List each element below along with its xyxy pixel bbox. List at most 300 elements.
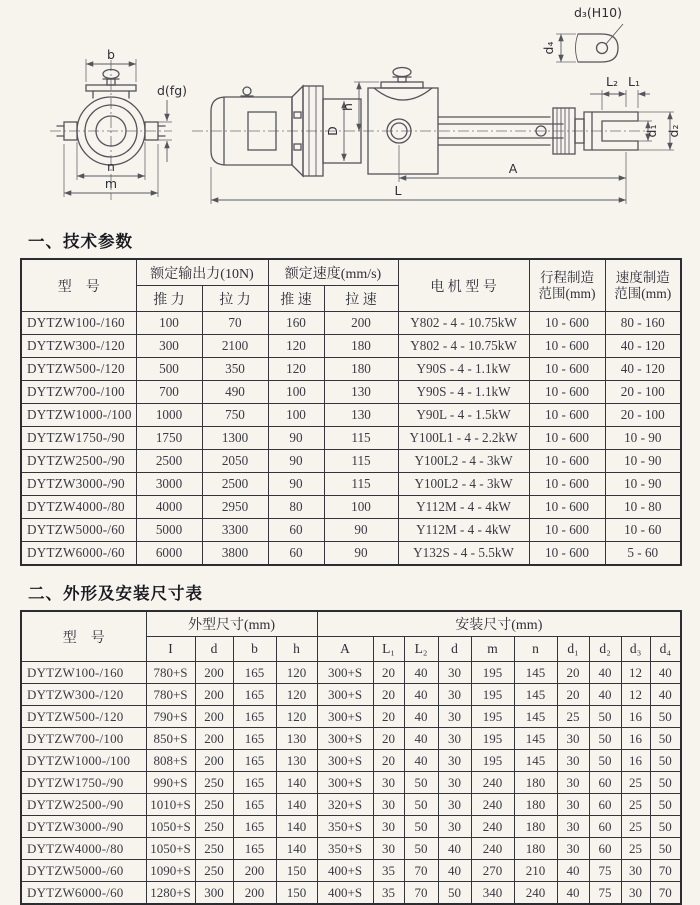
value-cell: 195 — [471, 662, 514, 684]
value-cell: 10 - 600 — [529, 473, 605, 496]
value-cell: 150 — [276, 882, 317, 905]
dim-label-d2: d₂ — [666, 124, 681, 138]
value-cell: 150 — [276, 860, 317, 882]
value-cell: 300+S — [317, 684, 373, 706]
value-cell: Y802 - 4 - 10.75kW — [398, 312, 529, 335]
model-cell: DYTZW3000-/90 — [21, 816, 146, 838]
value-cell: 270 — [471, 860, 514, 882]
value-cell: Y112M - 4 - 4kW — [398, 519, 529, 542]
table-row — [21, 381, 681, 404]
value-cell: 240 — [514, 882, 557, 905]
value-cell: Y100L2 - 4 - 3kW — [398, 473, 529, 496]
header-install-dimensions: 安装尺寸(mm) — [317, 611, 681, 637]
value-cell: 780+S — [146, 684, 195, 706]
value-cell: 240 — [471, 772, 514, 794]
table-row — [21, 728, 681, 750]
value-cell: 50 — [438, 882, 471, 905]
header-col-h: h — [276, 637, 317, 662]
value-cell: 10 - 60 — [605, 519, 681, 542]
value-cell: 240 — [471, 794, 514, 816]
value-cell: Y112M - 4 - 4kW — [398, 496, 529, 519]
value-cell: 90 — [268, 427, 324, 450]
dim-label-dfg: d(fg) — [157, 83, 188, 98]
value-cell: 300+S — [317, 728, 373, 750]
model-cell: DYTZW6000-/60 — [21, 542, 136, 566]
value-cell: 250 — [195, 816, 233, 838]
value-cell: 25 — [621, 838, 650, 860]
model-cell: DYTZW2500-/90 — [21, 450, 136, 473]
value-cell: 90 — [324, 519, 398, 542]
value-cell: 340 — [471, 882, 514, 905]
value-cell: 165 — [233, 794, 276, 816]
table-row — [21, 816, 681, 838]
value-cell: 320+S — [317, 794, 373, 816]
value-cell: 90 — [324, 542, 398, 566]
value-cell: 200 — [195, 684, 233, 706]
value-cell: 195 — [471, 728, 514, 750]
value-cell: 250 — [195, 860, 233, 882]
value-cell: 10 - 600 — [529, 427, 605, 450]
value-cell: 250 — [195, 772, 233, 794]
value-cell: 180 — [324, 358, 398, 381]
value-cell: 130 — [276, 728, 317, 750]
value-cell: 5000 — [136, 519, 202, 542]
value-cell: 10 - 600 — [529, 450, 605, 473]
value-cell: 70 — [202, 312, 268, 335]
value-cell: 10 - 600 — [529, 312, 605, 335]
value-cell: 180 — [514, 772, 557, 794]
value-cell: 30 — [438, 706, 471, 728]
value-cell: 70 — [650, 882, 681, 905]
value-cell: 30 — [621, 882, 650, 905]
value-cell: 12 — [621, 684, 650, 706]
value-cell: 200 — [195, 750, 233, 772]
value-cell: 1010+S — [146, 794, 195, 816]
header-stroke-range-line2: 范围(mm) — [538, 285, 596, 301]
value-cell: 1300 — [202, 427, 268, 450]
value-cell: 2950 — [202, 496, 268, 519]
value-cell: 60 — [589, 794, 621, 816]
technical-drawing — [0, 0, 700, 222]
header-col-L1: L₁ — [373, 637, 404, 662]
value-cell: 200 — [195, 706, 233, 728]
value-cell: 990+S — [146, 772, 195, 794]
value-cell: 70 — [404, 882, 438, 905]
value-cell: 6000 — [136, 542, 202, 566]
value-cell: 20 — [373, 662, 404, 684]
value-cell: 140 — [276, 794, 317, 816]
value-cell: 40 — [589, 662, 621, 684]
value-cell: 100 — [324, 496, 398, 519]
value-cell: 60 — [589, 816, 621, 838]
value-cell: 750 — [202, 404, 268, 427]
table2-header — [21, 611, 681, 662]
value-cell: 780+S — [146, 662, 195, 684]
value-cell: 60 — [268, 519, 324, 542]
value-cell: 140 — [276, 772, 317, 794]
value-cell: 40 — [557, 860, 589, 882]
value-cell: 10 - 600 — [529, 542, 605, 566]
value-cell: 200 — [195, 662, 233, 684]
value-cell: 50 — [589, 728, 621, 750]
dim-label-d3: d₃(H10) — [573, 5, 623, 20]
value-cell: 165 — [233, 838, 276, 860]
model-cell: DYTZW6000-/60 — [21, 882, 146, 905]
value-cell: 30 — [373, 816, 404, 838]
dim-label-h: h — [340, 103, 355, 111]
value-cell: 16 — [621, 706, 650, 728]
header-col-d: d — [195, 637, 233, 662]
value-cell: 1280+S — [146, 882, 195, 905]
header-col-d-install: d — [438, 637, 471, 662]
value-cell: 195 — [471, 706, 514, 728]
value-cell: 165 — [233, 728, 276, 750]
header-speed-range-line2: 范围(mm) — [614, 285, 672, 301]
dim-label-A: A — [508, 161, 518, 176]
value-cell: 60 — [268, 542, 324, 566]
value-cell: 180 — [514, 794, 557, 816]
model-cell: DYTZW1750-/90 — [21, 427, 136, 450]
header-push-speed: 推 速 — [268, 286, 324, 312]
value-cell: 40 — [589, 684, 621, 706]
value-cell: Y100L1 - 4 - 2.2kW — [398, 427, 529, 450]
value-cell: 160 — [268, 312, 324, 335]
value-cell: 850+S — [146, 728, 195, 750]
value-cell: 300+S — [317, 706, 373, 728]
table-row — [21, 750, 681, 772]
dim-label-L1: L₁ — [628, 74, 640, 89]
model-cell: DYTZW4000-/80 — [21, 496, 136, 519]
value-cell: 75 — [589, 860, 621, 882]
value-cell: 120 — [276, 706, 317, 728]
value-cell: 20 - 100 — [605, 381, 681, 404]
header-col-b: b — [233, 637, 276, 662]
model-cell: DYTZW2500-/90 — [21, 794, 146, 816]
value-cell: 16 — [621, 728, 650, 750]
header-col-L2: L₂ — [404, 637, 438, 662]
header-speed-range — [605, 259, 681, 312]
value-cell: 10 - 600 — [529, 358, 605, 381]
header-stroke-range-line1: 行程制造 — [540, 270, 595, 286]
value-cell: 30 — [557, 772, 589, 794]
value-cell: 180 — [514, 838, 557, 860]
value-cell: 145 — [514, 750, 557, 772]
model-cell: DYTZW5000-/60 — [21, 519, 136, 542]
value-cell: 140 — [276, 838, 317, 860]
value-cell: 30 — [438, 794, 471, 816]
dim-label-n: n — [107, 159, 115, 174]
header-rated-output: 额定输出力(10N) — [136, 259, 268, 286]
value-cell: 250 — [195, 838, 233, 860]
model-cell: DYTZW500-/120 — [21, 706, 146, 728]
header-pull-speed: 拉 速 — [324, 286, 398, 312]
value-cell: 120 — [276, 684, 317, 706]
value-cell: 240 — [471, 838, 514, 860]
value-cell: Y90S - 4 - 1.1kW — [398, 381, 529, 404]
value-cell: 3000 — [136, 473, 202, 496]
value-cell: 115 — [324, 473, 398, 496]
table-row — [21, 794, 681, 816]
value-cell: 4000 — [136, 496, 202, 519]
dim-label-d4: d₄ — [541, 41, 556, 55]
value-cell: 50 — [650, 750, 681, 772]
value-cell: 100 — [268, 381, 324, 404]
value-cell: 40 — [404, 750, 438, 772]
model-cell: DYTZW100-/160 — [21, 312, 136, 335]
value-cell: 10 - 600 — [529, 496, 605, 519]
value-cell: 80 - 160 — [605, 312, 681, 335]
model-cell: DYTZW1000-/100 — [21, 404, 136, 427]
value-cell: 40 — [404, 728, 438, 750]
value-cell: 100 — [136, 312, 202, 335]
value-cell: 50 — [404, 816, 438, 838]
value-cell: 25 — [557, 706, 589, 728]
value-cell: 1000 — [136, 404, 202, 427]
value-cell: 40 — [557, 882, 589, 905]
value-cell: 30 — [557, 838, 589, 860]
value-cell: 70 — [650, 860, 681, 882]
value-cell: 20 — [557, 684, 589, 706]
value-cell: 5 - 60 — [605, 542, 681, 566]
value-cell: 30 — [373, 772, 404, 794]
table-row — [21, 473, 681, 496]
value-cell: 40 — [650, 684, 681, 706]
value-cell: 180 — [324, 335, 398, 358]
value-cell: 40 - 120 — [605, 358, 681, 381]
value-cell: 16 — [621, 750, 650, 772]
value-cell: 490 — [202, 381, 268, 404]
value-cell: 30 — [373, 838, 404, 860]
value-cell: 50 — [404, 772, 438, 794]
value-cell: 25 — [621, 816, 650, 838]
value-cell: 50 — [404, 794, 438, 816]
value-cell: 10 - 600 — [529, 404, 605, 427]
value-cell: 2500 — [136, 450, 202, 473]
value-cell: 2500 — [202, 473, 268, 496]
value-cell: 165 — [233, 706, 276, 728]
value-cell: 195 — [471, 750, 514, 772]
table-row — [21, 772, 681, 794]
value-cell: 145 — [514, 706, 557, 728]
value-cell: Y132S - 4 - 5.5kW — [398, 542, 529, 566]
value-cell: 20 — [373, 684, 404, 706]
table1-body — [21, 312, 681, 566]
value-cell: 165 — [233, 750, 276, 772]
header-motor-model: 电 机 型 号 — [398, 259, 529, 312]
value-cell: 145 — [514, 684, 557, 706]
value-cell: 120 — [276, 662, 317, 684]
header-col-d3: d₃ — [621, 637, 650, 662]
dim-label-L2: L₂ — [606, 74, 618, 89]
model-cell: DYTZW5000-/60 — [21, 860, 146, 882]
table-row — [21, 684, 681, 706]
header-col-d4: d₄ — [650, 637, 681, 662]
value-cell: 50 — [650, 772, 681, 794]
table2-body — [21, 662, 681, 905]
value-cell: 200 — [233, 882, 276, 905]
value-cell: 30 — [438, 684, 471, 706]
model-cell: DYTZW3000-/90 — [21, 473, 136, 496]
value-cell: 2100 — [202, 335, 268, 358]
value-cell: 60 — [589, 772, 621, 794]
value-cell: 40 — [404, 662, 438, 684]
value-cell: 300+S — [317, 750, 373, 772]
technical-parameters-table — [20, 258, 682, 566]
table-row — [21, 427, 681, 450]
value-cell: 120 — [268, 335, 324, 358]
value-cell: 70 — [404, 860, 438, 882]
table-row — [21, 358, 681, 381]
model-cell: DYTZW300-/120 — [21, 684, 146, 706]
value-cell: 20 — [373, 728, 404, 750]
header-speed-range-line1: 速度制造 — [615, 270, 670, 286]
header-col-n: n — [514, 637, 557, 662]
value-cell: 40 - 120 — [605, 335, 681, 358]
value-cell: 10 - 600 — [529, 381, 605, 404]
table1-header — [21, 259, 681, 312]
value-cell: 195 — [471, 684, 514, 706]
header-stroke-range — [529, 259, 605, 312]
value-cell: 1090+S — [146, 860, 195, 882]
dimensions-table — [20, 610, 682, 905]
value-cell: 30 — [438, 816, 471, 838]
value-cell: 10 - 600 — [529, 519, 605, 542]
value-cell: 145 — [514, 728, 557, 750]
value-cell: 180 — [514, 816, 557, 838]
value-cell: 250 — [195, 794, 233, 816]
value-cell: 300 — [195, 882, 233, 905]
table-row — [21, 404, 681, 427]
value-cell: 1750 — [136, 427, 202, 450]
value-cell: 200 — [324, 312, 398, 335]
value-cell: 200 — [233, 860, 276, 882]
value-cell: 350+S — [317, 838, 373, 860]
value-cell: 40 — [650, 662, 681, 684]
value-cell: 1050+S — [146, 838, 195, 860]
value-cell: 400+S — [317, 882, 373, 905]
value-cell: 35 — [373, 860, 404, 882]
value-cell: 300+S — [317, 662, 373, 684]
model-cell: DYTZW100-/160 — [21, 662, 146, 684]
value-cell: 20 — [373, 750, 404, 772]
value-cell: Y90L - 4 - 1.5kW — [398, 404, 529, 427]
clevis-ear-detail — [541, 5, 623, 62]
value-cell: 145 — [514, 662, 557, 684]
value-cell: 30 — [438, 750, 471, 772]
value-cell: 50 — [650, 706, 681, 728]
model-cell: DYTZW700-/100 — [21, 728, 146, 750]
value-cell: 30 — [557, 816, 589, 838]
model-cell: DYTZW1750-/90 — [21, 772, 146, 794]
table-row — [21, 662, 681, 684]
table-row — [21, 496, 681, 519]
value-cell: 75 — [589, 882, 621, 905]
value-cell: 40 — [438, 838, 471, 860]
table-row — [21, 542, 681, 566]
value-cell: 165 — [233, 772, 276, 794]
header-col-d2: d₂ — [589, 637, 621, 662]
value-cell: 115 — [324, 450, 398, 473]
dim-label-L: L — [394, 183, 402, 198]
table-row — [21, 882, 681, 905]
value-cell: 80 — [268, 496, 324, 519]
value-cell: 400+S — [317, 860, 373, 882]
table-row — [21, 519, 681, 542]
value-cell: 100 — [268, 404, 324, 427]
model-cell: DYTZW4000-/80 — [21, 838, 146, 860]
header-pull-force: 拉 力 — [202, 286, 268, 312]
side-view — [192, 68, 681, 205]
value-cell: 115 — [324, 427, 398, 450]
header-col-d1: d₁ — [557, 637, 589, 662]
table-row — [21, 450, 681, 473]
table-row — [21, 312, 681, 335]
value-cell: 700 — [136, 381, 202, 404]
value-cell: Y100L2 - 4 - 3kW — [398, 450, 529, 473]
value-cell: 50 — [650, 794, 681, 816]
value-cell: 20 — [557, 662, 589, 684]
value-cell: 10 - 600 — [529, 335, 605, 358]
value-cell: 40 — [404, 706, 438, 728]
section1-title: 一、技术参数 — [28, 232, 133, 251]
header-push-force: 推 力 — [136, 286, 202, 312]
value-cell: 12 — [621, 662, 650, 684]
value-cell: 40 — [404, 684, 438, 706]
value-cell: 10 - 90 — [605, 473, 681, 496]
model-cell: DYTZW1000-/100 — [21, 750, 146, 772]
value-cell: 790+S — [146, 706, 195, 728]
front-view — [50, 47, 187, 200]
value-cell: 200 — [195, 728, 233, 750]
dim-label-m: m — [104, 176, 118, 191]
value-cell: 165 — [233, 684, 276, 706]
value-cell: 3800 — [202, 542, 268, 566]
model-cell: DYTZW700-/100 — [21, 381, 136, 404]
value-cell: 50 — [404, 838, 438, 860]
value-cell: 808+S — [146, 750, 195, 772]
dim-label-b: b — [107, 47, 115, 62]
section2-title: 二、外形及安装尺寸表 — [28, 584, 203, 603]
value-cell: 10 - 80 — [605, 496, 681, 519]
value-cell: 300+S — [317, 772, 373, 794]
value-cell: 30 — [621, 860, 650, 882]
header-rated-speed: 额定速度(mm/s) — [268, 259, 398, 286]
model-cell: DYTZW300-/120 — [21, 335, 136, 358]
value-cell: 120 — [268, 358, 324, 381]
value-cell: 3300 — [202, 519, 268, 542]
header-model: 型 号 — [21, 259, 136, 312]
value-cell: 140 — [276, 816, 317, 838]
header-col-I: I — [146, 637, 195, 662]
value-cell: 50 — [589, 706, 621, 728]
dim-label-d1: d₁ — [644, 124, 659, 138]
value-cell: 40 — [438, 860, 471, 882]
value-cell: 30 — [438, 772, 471, 794]
table-row — [21, 335, 681, 358]
header-outline-dimensions: 外型尺寸(mm) — [146, 611, 317, 637]
value-cell: 2050 — [202, 450, 268, 473]
value-cell: 210 — [514, 860, 557, 882]
value-cell: 30 — [557, 728, 589, 750]
model-cell: DYTZW500-/120 — [21, 358, 136, 381]
value-cell: 130 — [324, 404, 398, 427]
value-cell: 90 — [268, 473, 324, 496]
value-cell: 20 — [373, 706, 404, 728]
value-cell: 50 — [650, 728, 681, 750]
value-cell: 35 — [373, 882, 404, 905]
value-cell: 10 - 90 — [605, 427, 681, 450]
value-cell: 90 — [268, 450, 324, 473]
